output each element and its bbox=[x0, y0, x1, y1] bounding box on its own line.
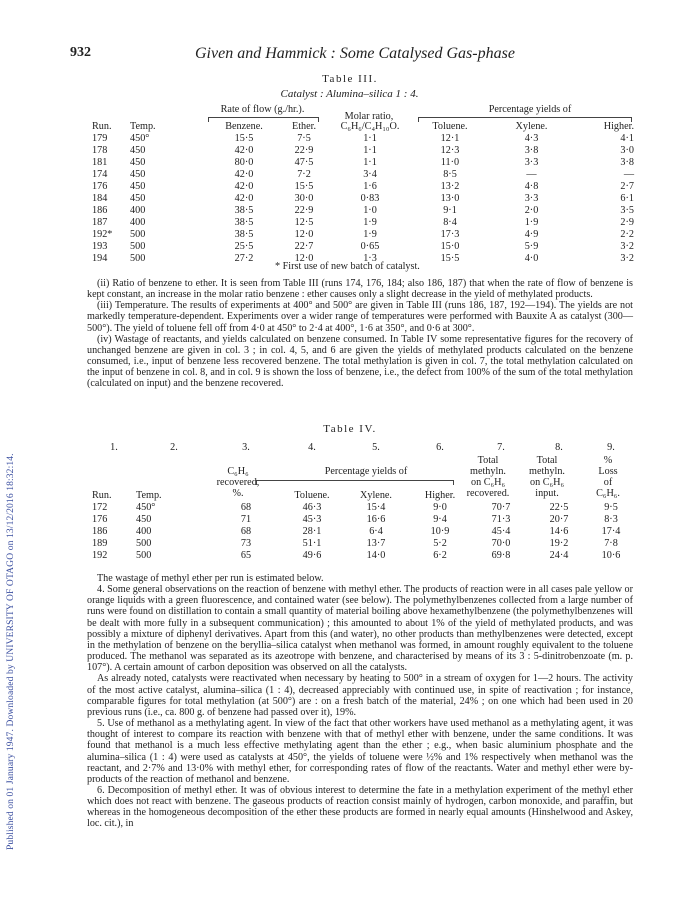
table-cell: 186 bbox=[92, 205, 108, 216]
table-cell: 68 bbox=[240, 502, 252, 513]
table-cell: 179 bbox=[92, 133, 108, 144]
table-cell: 14·0 bbox=[366, 550, 386, 561]
table-cell: 12·1 bbox=[440, 133, 460, 144]
table-cell: 181 bbox=[92, 157, 108, 168]
table4-header-row bbox=[92, 490, 634, 502]
table4-header-spacer bbox=[472, 490, 530, 502]
table3-footnote: * First use of new batch of catalyst. bbox=[275, 261, 420, 272]
table-cell: 400 bbox=[136, 526, 152, 537]
table-cell: 5·2 bbox=[433, 538, 447, 549]
table3-column-header: Higher. bbox=[603, 121, 634, 132]
table4-loss-header: % Loss of C₆H₆. bbox=[596, 455, 620, 499]
table-cell: 17·3 bbox=[440, 229, 460, 240]
table-cell: 45·3 bbox=[302, 514, 322, 525]
table-cell: 3·0 bbox=[620, 145, 634, 156]
table4-column-number: 8. bbox=[555, 442, 563, 453]
table-cell: 10·6 bbox=[601, 550, 621, 561]
table-cell: 1·3 bbox=[363, 253, 377, 264]
table-cell: 17·4 bbox=[601, 526, 621, 537]
table-cell: 1·9 bbox=[363, 229, 377, 240]
table3-catalyst: Catalyst : Alumina–silica 1 : 4. bbox=[280, 88, 419, 100]
table-cell: 12·0 bbox=[294, 229, 314, 240]
table-cell: 4·9 bbox=[524, 229, 539, 240]
table-row bbox=[92, 538, 634, 550]
table-cell: 27·2 bbox=[234, 253, 254, 264]
table4-header-spacer bbox=[212, 490, 280, 502]
table-cell: 2·9 bbox=[620, 217, 634, 228]
table-cell: 15·5 bbox=[294, 181, 314, 192]
table3-column-header: C₆H₆/C₄H₁₀O. bbox=[340, 121, 400, 132]
table3-column-header: Run. bbox=[92, 121, 112, 132]
table4-yields-header: Percentage yields of bbox=[324, 466, 408, 477]
table-cell: 49·6 bbox=[302, 550, 322, 561]
table3-title: Table III. bbox=[322, 73, 378, 85]
running-title: Given and Hammick : Some Catalysed Gas-phase bbox=[195, 45, 515, 62]
table4-column-header: Toluene. bbox=[294, 490, 330, 501]
table-cell: 42·0 bbox=[234, 169, 254, 180]
table3-column-header: Benzene. bbox=[225, 121, 263, 132]
table-cell: 1·0 bbox=[363, 205, 377, 216]
table-row bbox=[92, 526, 634, 538]
table4-column-number: 2. bbox=[170, 442, 178, 453]
table-cell: 172 bbox=[92, 502, 108, 513]
table-cell: 12·3 bbox=[440, 145, 460, 156]
table-row bbox=[92, 157, 634, 169]
table3 bbox=[92, 121, 634, 265]
table4-column-header: Xylene. bbox=[360, 490, 392, 501]
table-cell: 500 bbox=[136, 550, 152, 561]
table-cell: 3·2 bbox=[620, 253, 634, 264]
table-cell: 500 bbox=[130, 229, 146, 240]
paragraph: 5. Use of methanol as a methylating agent. In view of the fact that other workers have used methanol as a methylating agent, it was thought of interest to compare its reaction with benzene with that of methyl ether with benzene, under the same conditions. It was found that methanol is a much less effective methylating agent than the ether ; e.g., when basic aluminium phosphate and the alumina–silica (1 : 4) were used as catalysts at 450°, the yields of toluene were ½% and 1% respectively when methanol was the reactant, and 2·7% and 13·0% with methyl ether, for corresponding rates of flow of the reactants. Water and methyl ether were by-products of the reaction of methanol and benzene. bbox=[87, 718, 633, 785]
page-number: 932 bbox=[70, 45, 91, 60]
table-cell: 450° bbox=[130, 133, 150, 144]
table-cell: 19·2 bbox=[549, 538, 569, 549]
table-cell: 28·1 bbox=[302, 526, 322, 537]
table-cell: 13·0 bbox=[440, 193, 460, 204]
table-cell: 3·2 bbox=[620, 241, 634, 252]
table-cell: 1·9 bbox=[363, 217, 377, 228]
table-cell: 192* bbox=[92, 229, 113, 240]
table-row bbox=[92, 169, 634, 181]
table-cell: 9·0 bbox=[433, 502, 447, 513]
table4 bbox=[92, 490, 634, 562]
table-cell: 450 bbox=[136, 514, 152, 525]
table4-column-numbers bbox=[92, 442, 634, 454]
table-cell: 38·5 bbox=[234, 217, 254, 228]
table-cell: 42·0 bbox=[234, 145, 254, 156]
paragraph: 4. Some general observations on the reaction of benzene with methyl ether. The products of reaction were in all cases pale yellow or orange liquids with a green fluorescence, and contained water (see below). The polymethylbenzenes collected from a large number of runs were found on distillation to contain a small quantity of material boiling above hexamethylbenzene (the polymethylbenzenes will be dealt with more fully in a subsequent communication) ; this amounted to about 1% of the yield of methylated products, and was possibly a mixture of diphenyl derivatives. Apart from this (and water), no other products than methylbenzenes were detected, except in the methylation of benzene on the beryllia–silica catalyst when methanol was formed, in amount roughly equivalent to the toluene produced. The methanol was separated as its azeotrope with benzene, and characterised by means of its 3 : 5-dinitrobenzoate (m. p. 107°). A certain amount of carbon deposition was observed on all the catalysts. bbox=[87, 584, 633, 674]
table-row bbox=[92, 550, 634, 562]
table-cell: 30·0 bbox=[294, 193, 314, 204]
table-cell: 68 bbox=[240, 526, 252, 537]
table-cell: 186 bbox=[92, 526, 108, 537]
table4-recovered-header: C₆H₆ recovered, %. bbox=[216, 466, 260, 499]
table-row bbox=[92, 133, 634, 145]
table-cell: 184 bbox=[92, 193, 108, 204]
table-cell: 71 bbox=[240, 514, 252, 525]
table-row bbox=[92, 205, 634, 217]
paragraph: (iv) Wastage of reactants, and yields calculated on benzene consumed. In Table IV some representative figures for the recovery of unchanged benzene are given in col. 3 ; in col. 4, 5, and 6 are given the yields of methylated products calculated on the benzene consumed, i.e., input of benzene less recovered benzene. The total methylation is given in col. 7, the total methylation calculated on the input of benzene in col. 8, and in col. 9 is shown the loss of benzene, i.e., the defect from 100% of the sum of the total methylation (calculated on input) and the benzene recovered. bbox=[87, 333, 633, 390]
table4-column-number: 4. bbox=[308, 442, 316, 453]
table-cell: 46·3 bbox=[302, 502, 322, 513]
table-cell: 42·0 bbox=[234, 193, 254, 204]
table-cell: 176 bbox=[92, 181, 108, 192]
table-cell: 2·7 bbox=[620, 181, 634, 192]
paragraph: (iii) Temperature. The results of experiments at 400° and 500° are given in Table III (runs 186, 187, 192—194). The yields are not markedly temperature-dependent. Experiments over a wider range of temperatures were performed with Bauxite A as catalyst (300—500°). The yield of toluene fell off from 4·0 at 450° to 2·4 at 400°, 1·6 at 350°, and 0·6 at 300°. bbox=[87, 300, 633, 334]
table-cell: 6·1 bbox=[620, 193, 634, 204]
table-cell: 7·5 bbox=[297, 133, 311, 144]
table3-column-header: Xylene. bbox=[515, 121, 548, 132]
table-cell: 189 bbox=[92, 538, 108, 549]
table-cell: 4·3 bbox=[524, 133, 539, 144]
paragraph: 6. Decomposition of methyl ether. It was of obvious interest to determine the fate in a methylation experiment of the methyl ether which does not react with benzene. The gaseous products of reaction consist mainly of hydrogen, carbon monoxide, and paraffin, but whereas in the homogeneous decomposition of the ether these products are formed in nearly equal amounts (Hinshelwood and Askey, loc. cit.), in bbox=[87, 784, 633, 830]
paragraph: The wastage of methyl ether per run is estimated below. bbox=[97, 573, 324, 584]
table-cell: 14·6 bbox=[549, 526, 569, 537]
table-cell: 450° bbox=[136, 502, 156, 513]
table-cell: 4·1 bbox=[620, 133, 634, 144]
table-cell: 1·6 bbox=[363, 181, 377, 192]
table-cell: 70·7 bbox=[491, 502, 511, 513]
table-cell: 3·4 bbox=[363, 169, 377, 180]
table-cell: 9·4 bbox=[433, 514, 447, 525]
table-cell: 178 bbox=[92, 145, 108, 156]
table-cell: 3·5 bbox=[620, 205, 634, 216]
table3-molar-header: Molar ratio, bbox=[344, 111, 394, 122]
table4-column-number: 3. bbox=[242, 442, 250, 453]
paragraph: As already noted, catalysts were reactivated when necessary by heating to 500° in a stream of oxygen for 1—2 hours. The activity of the most active catalyst, alumina–silica (1 : 4), decreased appreciably with continued use, in spite of reactivation ; for instance, comparable figures for total methylation (at 500°) are : on a fresh batch of the material, 24% ; on one which had been used in 20 previous runs (i.e., ca. 800 g. of benzene had passed over it), 19%. bbox=[87, 673, 633, 718]
table-cell: 9·1 bbox=[443, 205, 457, 216]
table-cell: 22·5 bbox=[549, 502, 569, 513]
table-cell: 1·1 bbox=[363, 157, 377, 168]
table-cell: 13·2 bbox=[440, 181, 460, 192]
table-cell: — bbox=[526, 169, 537, 180]
table-cell: 51·1 bbox=[302, 538, 322, 549]
table-cell: 1·1 bbox=[363, 133, 377, 144]
table-cell: 4·8 bbox=[524, 181, 539, 192]
table-cell: 25·5 bbox=[234, 241, 254, 252]
table-row bbox=[92, 181, 634, 193]
table-cell: 45·4 bbox=[491, 526, 511, 537]
table4-methyln-recovered-header: Total methyln. on C₆H₆ recovered. bbox=[466, 455, 510, 499]
table-cell: 8·5 bbox=[443, 169, 457, 180]
table4-column-number: 7. bbox=[497, 442, 505, 453]
download-sidebar-note: Published on 01 January 1947. Downloaded by UNIVERSITY OF OTAGO on 13/12/2016 18:32:14. bbox=[5, 453, 16, 850]
table3-column-header: Toluene. bbox=[432, 121, 468, 132]
table-cell: 192 bbox=[92, 550, 108, 561]
text-block-2 bbox=[87, 573, 633, 830]
table4-yields-brace bbox=[256, 480, 454, 485]
page-header bbox=[70, 45, 630, 65]
table-cell: 8·4 bbox=[443, 217, 457, 228]
table-cell: 500 bbox=[130, 253, 146, 264]
table-cell: 500 bbox=[136, 538, 152, 549]
table-cell: 3·8 bbox=[620, 157, 634, 168]
table-cell: 73 bbox=[240, 538, 252, 549]
table-cell: 11·0 bbox=[440, 157, 460, 168]
table-cell: 42·0 bbox=[234, 181, 254, 192]
table-cell: 450 bbox=[130, 193, 146, 204]
table-cell: 3·8 bbox=[524, 145, 539, 156]
table-cell: 47·5 bbox=[294, 157, 314, 168]
text-block-1 bbox=[87, 278, 633, 390]
table4-column-header: Temp. bbox=[136, 490, 162, 501]
table-cell: 6·2 bbox=[433, 550, 447, 561]
table-cell: 16·6 bbox=[366, 514, 386, 525]
table-row bbox=[92, 145, 634, 157]
table-row bbox=[92, 514, 634, 526]
table4-column-number: 6. bbox=[436, 442, 444, 453]
table-cell: 24·4 bbox=[549, 550, 569, 561]
table-cell: 5·9 bbox=[524, 241, 539, 252]
table-cell: 1·1 bbox=[363, 145, 377, 156]
table-cell: 38·5 bbox=[234, 205, 254, 216]
table4-number-row bbox=[92, 442, 634, 454]
table-cell: 1·9 bbox=[524, 217, 539, 228]
table-cell: 194 bbox=[92, 253, 108, 264]
table3-yields-header: Percentage yields of bbox=[488, 104, 572, 115]
table-cell: 69·8 bbox=[491, 550, 511, 561]
table-row bbox=[92, 217, 634, 229]
table-cell: 500 bbox=[130, 241, 146, 252]
table-cell: 70·0 bbox=[491, 538, 511, 549]
table-cell: 22·9 bbox=[294, 145, 314, 156]
table4-title: Table IV. bbox=[323, 423, 377, 435]
table-cell: 9·5 bbox=[604, 502, 618, 513]
table-cell: 4·0 bbox=[524, 253, 539, 264]
table3-header-row bbox=[92, 121, 634, 133]
table-cell: 450 bbox=[130, 181, 146, 192]
table-row bbox=[92, 241, 634, 253]
table-row bbox=[92, 229, 634, 241]
table-cell: — bbox=[623, 169, 634, 180]
table-row bbox=[92, 502, 634, 514]
table4-column-header: Run. bbox=[92, 490, 112, 501]
table4-column-number: 9. bbox=[607, 442, 615, 453]
table-cell: 6·4 bbox=[369, 526, 383, 537]
table-cell: 3·3 bbox=[524, 193, 539, 204]
table-cell: 80·0 bbox=[234, 157, 254, 168]
table4-column-number: 5. bbox=[372, 442, 380, 453]
table3-rate-header: Rate of flow (g./hr.). bbox=[220, 104, 305, 115]
table-cell: 176 bbox=[92, 514, 108, 525]
table-cell: 15·5 bbox=[440, 253, 460, 264]
table-cell: 187 bbox=[92, 217, 108, 228]
table-cell: 13·7 bbox=[366, 538, 386, 549]
table-cell: 7·8 bbox=[604, 538, 618, 549]
table3-column-header: Temp. bbox=[130, 121, 156, 132]
table-cell: 450 bbox=[130, 145, 146, 156]
table-cell: 22·7 bbox=[294, 241, 314, 252]
table4-header-spacer bbox=[530, 490, 588, 502]
table-cell: 7·2 bbox=[297, 169, 311, 180]
table-cell: 12·5 bbox=[294, 217, 314, 228]
table-cell: 2·0 bbox=[524, 205, 539, 216]
table-cell: 400 bbox=[130, 205, 146, 216]
table-cell: 65 bbox=[240, 550, 252, 561]
table-cell: 450 bbox=[130, 157, 146, 168]
table-cell: 20·7 bbox=[549, 514, 569, 525]
table-row bbox=[92, 193, 634, 205]
table-cell: 2·2 bbox=[620, 229, 634, 240]
table-cell: 8·3 bbox=[604, 514, 618, 525]
table-cell: 15·4 bbox=[366, 502, 386, 513]
table-cell: 0·83 bbox=[360, 193, 380, 204]
table4-header-spacer bbox=[588, 490, 634, 502]
table-cell: 22·9 bbox=[294, 205, 314, 216]
table-cell: 10·9 bbox=[430, 526, 450, 537]
table4-column-number: 1. bbox=[110, 442, 118, 453]
table-cell: 174 bbox=[92, 169, 108, 180]
table-cell: 400 bbox=[130, 217, 146, 228]
table4-methyln-input-header: Total methyln. on C₆H₆ input. bbox=[529, 455, 565, 499]
table-cell: 38·5 bbox=[234, 229, 254, 240]
table-cell: 15·0 bbox=[440, 241, 460, 252]
table-cell: 193 bbox=[92, 241, 108, 252]
table-cell: 0·65 bbox=[360, 241, 380, 252]
table3-column-header: Ether. bbox=[291, 121, 317, 132]
table-cell: 450 bbox=[130, 169, 146, 180]
paragraph: (ii) Ratio of benzene to ether. It is seen from Table III (runs 174, 176, 184; also 186, 187) that when the rate of flow of benzene is kept constant, an increase in the molar ratio benzene : ether causes only a slight decrease in the yield of methylated products. bbox=[87, 278, 633, 301]
table-cell: 71·3 bbox=[491, 514, 511, 525]
table-cell: 15·5 bbox=[234, 133, 254, 144]
table-cell: 3·3 bbox=[524, 157, 539, 168]
table4-column-header: Higher. bbox=[424, 490, 456, 501]
table-cell: 12·0 bbox=[294, 253, 314, 264]
